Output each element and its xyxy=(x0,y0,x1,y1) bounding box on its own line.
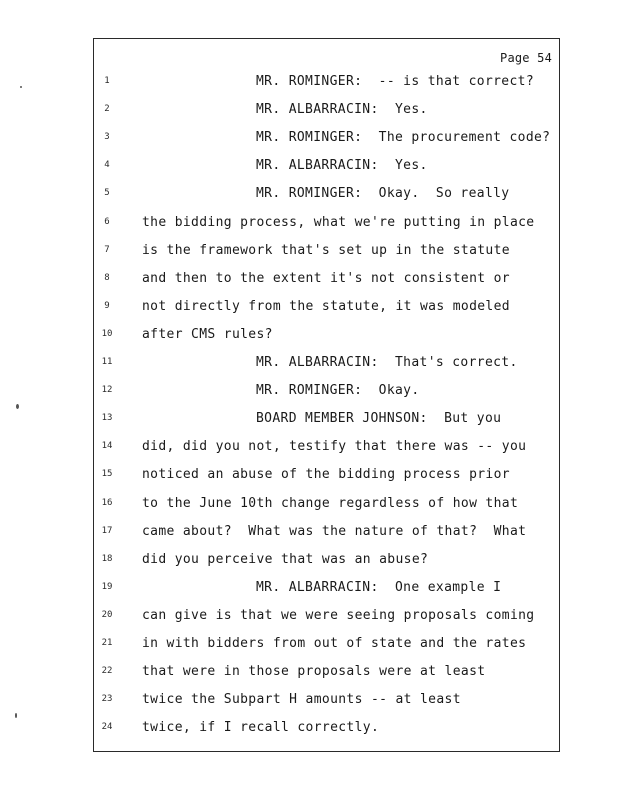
transcript-line xyxy=(0,494,618,514)
line-number: 17 xyxy=(101,525,113,536)
line-number: 20 xyxy=(101,609,113,620)
line-text: came about? What was the nature of that? What xyxy=(142,523,527,539)
line-number: 9 xyxy=(104,300,110,311)
line-text: is the framework that's set up in the statute xyxy=(142,242,510,258)
transcript-line xyxy=(0,241,618,261)
line-number: 23 xyxy=(101,694,113,705)
line-text: MR. ALBARRACIN: One example I xyxy=(256,579,502,595)
line-number: 21 xyxy=(101,638,113,648)
line-text: MR. ALBARRACIN: That's correct. xyxy=(256,355,518,370)
transcript-line xyxy=(0,156,618,176)
line-number: 8 xyxy=(104,272,110,283)
line-number: 15 xyxy=(101,469,113,480)
transcript-line xyxy=(0,381,618,401)
line-text: twice, if I recall correctly. xyxy=(142,720,380,736)
line-number: 6 xyxy=(104,216,110,227)
scan-speck xyxy=(20,86,22,88)
transcript-line xyxy=(0,606,618,626)
line-text: that were in those proposals were at least xyxy=(142,664,486,680)
line-text: MR. ROMINGER: Okay. xyxy=(256,383,420,399)
transcript-line xyxy=(0,718,618,738)
transcript-line xyxy=(0,550,618,570)
transcript-line xyxy=(0,297,618,317)
line-text: can give is that we were seeing proposals coming xyxy=(142,607,535,623)
scan-speck xyxy=(15,713,17,718)
line-number: 4 xyxy=(104,160,110,171)
transcript-line xyxy=(0,437,618,457)
transcript-line xyxy=(0,325,618,345)
line-number: 1 xyxy=(104,76,110,86)
transcript-line xyxy=(0,578,618,598)
line-number: 16 xyxy=(101,497,113,508)
line-text: noticed an abuse of the bidding process prior xyxy=(142,467,510,483)
transcript-line xyxy=(0,690,618,710)
line-text: not directly from the statute, it was modeled xyxy=(142,298,510,314)
line-number: 7 xyxy=(104,244,110,255)
transcript-line xyxy=(0,184,618,204)
line-number: 22 xyxy=(101,666,113,677)
transcript-line xyxy=(0,634,618,654)
line-number: 24 xyxy=(101,722,113,733)
transcript-line xyxy=(0,409,618,429)
line-number: 10 xyxy=(101,328,113,339)
line-number: 5 xyxy=(104,188,110,199)
transcript-line xyxy=(0,128,618,148)
line-number: 14 xyxy=(101,441,113,452)
line-text: BOARD MEMBER JOHNSON: But you xyxy=(256,411,502,427)
transcript-line xyxy=(0,353,618,373)
line-number: 18 xyxy=(101,553,113,564)
line-text: and then to the extent it's not consistent or xyxy=(142,270,510,286)
line-number: 13 xyxy=(101,413,113,424)
transcript-line xyxy=(0,465,618,485)
line-number: 11 xyxy=(101,357,113,367)
transcript-line xyxy=(0,213,618,233)
page-number: Page 54 xyxy=(500,51,552,65)
scan-speck xyxy=(16,404,19,409)
transcript-line xyxy=(0,522,618,542)
line-text: MR. ALBARRACIN: Yes. xyxy=(256,158,428,174)
transcript-line xyxy=(0,662,618,682)
line-text: twice the Subpart H amounts -- at least xyxy=(142,692,461,708)
line-text: MR. ROMINGER: The procurement code? xyxy=(256,130,551,146)
line-text: the bidding process, what we're putting in place xyxy=(142,214,535,230)
line-text: to the June 10th change regardless of how that xyxy=(142,495,519,511)
line-number: 2 xyxy=(104,104,110,115)
line-text: MR. ROMINGER: -- is that correct? xyxy=(256,74,535,89)
line-number: 3 xyxy=(104,132,110,143)
transcript-line xyxy=(0,269,618,289)
transcript-line xyxy=(0,72,618,92)
line-number: 12 xyxy=(101,385,113,396)
line-number: 19 xyxy=(101,581,113,592)
line-text: did you perceive that was an abuse? xyxy=(142,551,429,567)
line-text: in with bidders from out of state and the rates xyxy=(142,636,527,651)
line-text: after CMS rules? xyxy=(142,326,273,342)
line-text: MR. ROMINGER: Okay. So really xyxy=(256,186,510,202)
transcript-line xyxy=(0,100,618,120)
line-text: did, did you not, testify that there was -- you xyxy=(142,439,527,455)
line-text: MR. ALBARRACIN: Yes. xyxy=(256,102,428,118)
